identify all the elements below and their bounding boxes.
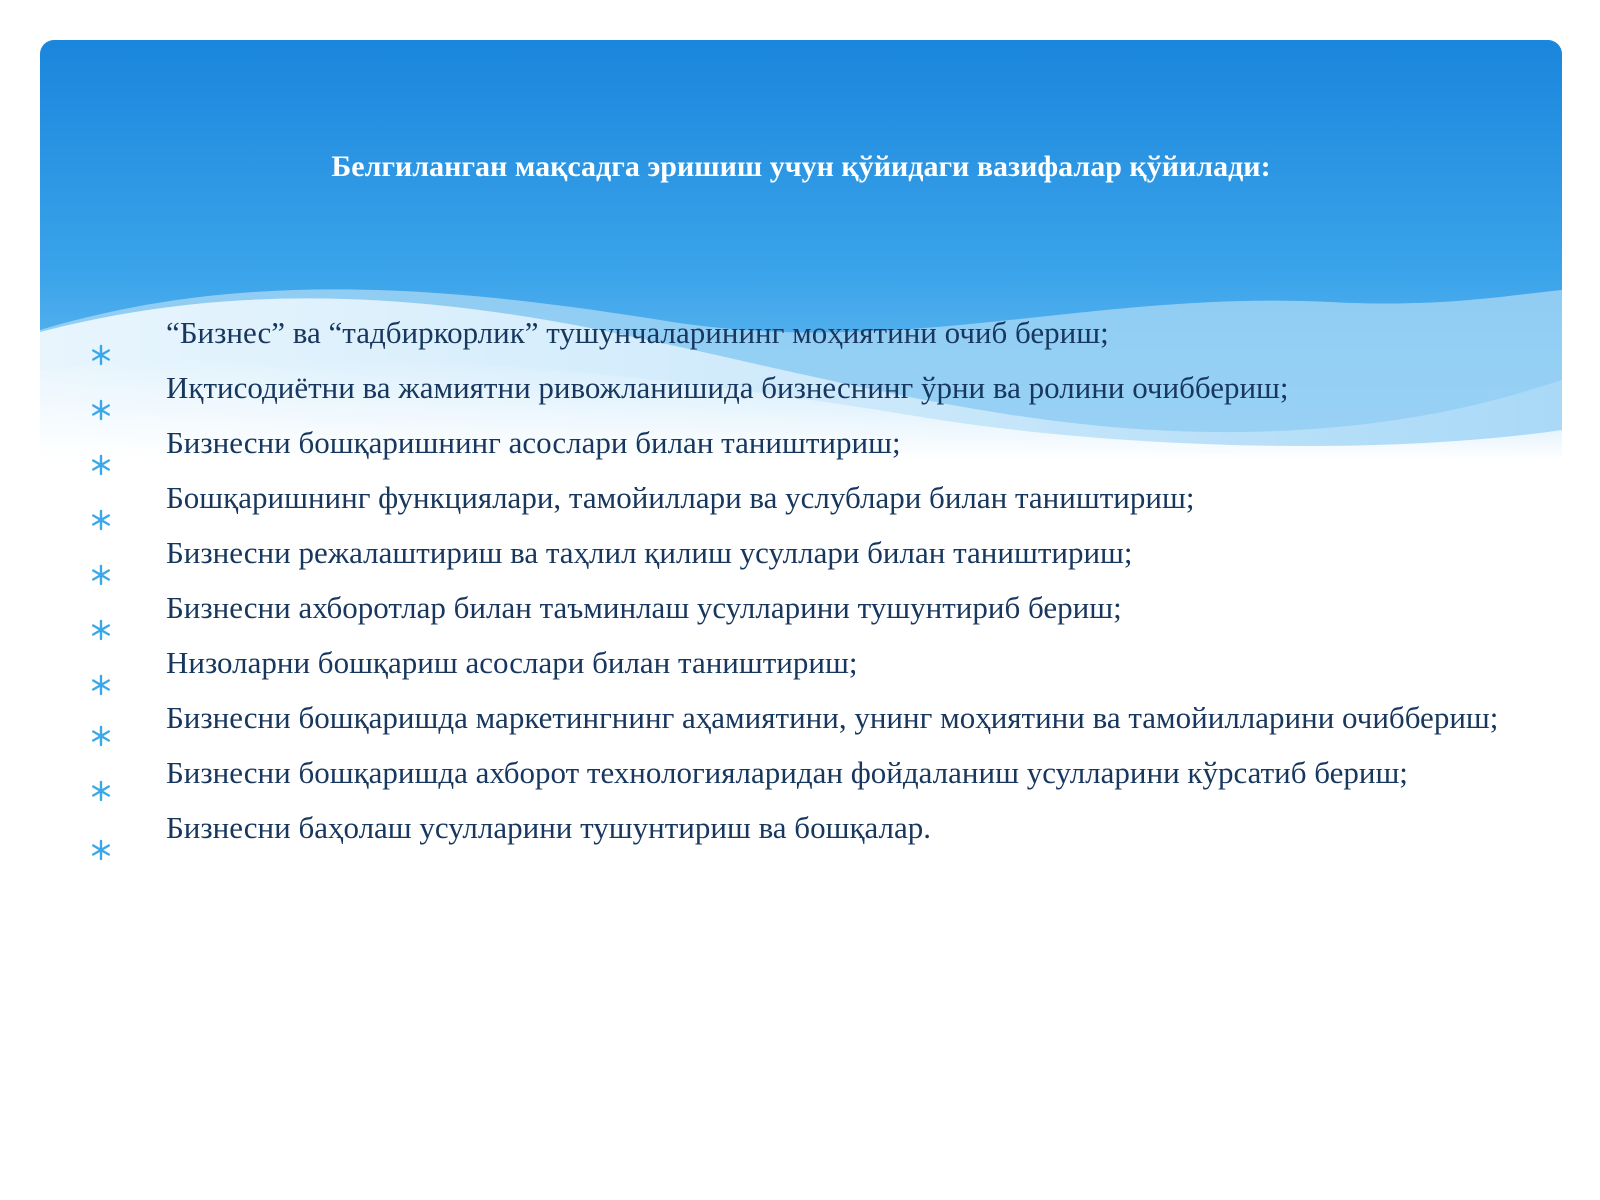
list-item [90, 756, 1510, 790]
list-item-text: Бошқаришнинг функциялари, тамойиллари ва услублари билан таништириш; [166, 480, 1195, 515]
snowflake-asterisk-icon [90, 839, 112, 861]
task-list [90, 316, 1510, 866]
list-item-text: Бизнесни ахборотлар билан таъминлаш усулларини тушунтириб бериш; [166, 590, 1122, 625]
list-item-text: Бизнесни бошқаришда маркетингнинг аҳамиятини, унинг моҳиятини ва тамойилларини очиббериш; [166, 700, 1499, 735]
snowflake-asterisk-icon [90, 564, 112, 586]
snowflake-asterisk-icon [90, 725, 112, 747]
list-item [90, 591, 1510, 625]
snowflake-asterisk-icon [90, 399, 112, 421]
list-item [90, 371, 1510, 405]
list-item-text: Бизнесни бошқаришнинг асослари билан таништириш; [166, 425, 901, 460]
list-item-text: Бизнесни режалаштириш ва таҳлил қилиш усуллари билан таништириш; [166, 535, 1133, 570]
list-item [90, 646, 1510, 680]
list-item-text: Низоларни бошқариш асослари билан таништириш; [166, 645, 858, 680]
list-item [90, 481, 1510, 515]
list-item [90, 426, 1510, 460]
list-item [90, 316, 1510, 350]
list-item-text: Иқтисодиётни ва жамиятни ривожланишида бизнеснинг ўрни ва ролини очиббериш; [166, 370, 1289, 405]
list-item [90, 536, 1510, 570]
snowflake-asterisk-icon [90, 780, 112, 802]
snowflake-asterisk-icon [90, 619, 112, 641]
list-item-text: Бизнесни баҳолаш усулларини тушунтириш ва бошқалар. [166, 810, 932, 845]
list-item [90, 811, 1510, 845]
snowflake-asterisk-icon [90, 344, 112, 366]
list-item-text: “Бизнес” ва “тадбиркорлик” тушунчаларининг моҳиятини очиб бериш; [166, 315, 1109, 350]
slide-title: Белгиланган мақсадга эришиш учун қўйидаги вазифалар қўйилади: [331, 150, 1271, 183]
snowflake-asterisk-icon [90, 454, 112, 476]
snowflake-asterisk-icon [90, 674, 112, 696]
snowflake-asterisk-icon [90, 509, 112, 531]
list-item-text: Бизнесни бошқаришда ахборот технологияларидан фойдаланиш усулларини кўрсатиб бериш; [166, 755, 1408, 790]
list-item [90, 701, 1510, 735]
